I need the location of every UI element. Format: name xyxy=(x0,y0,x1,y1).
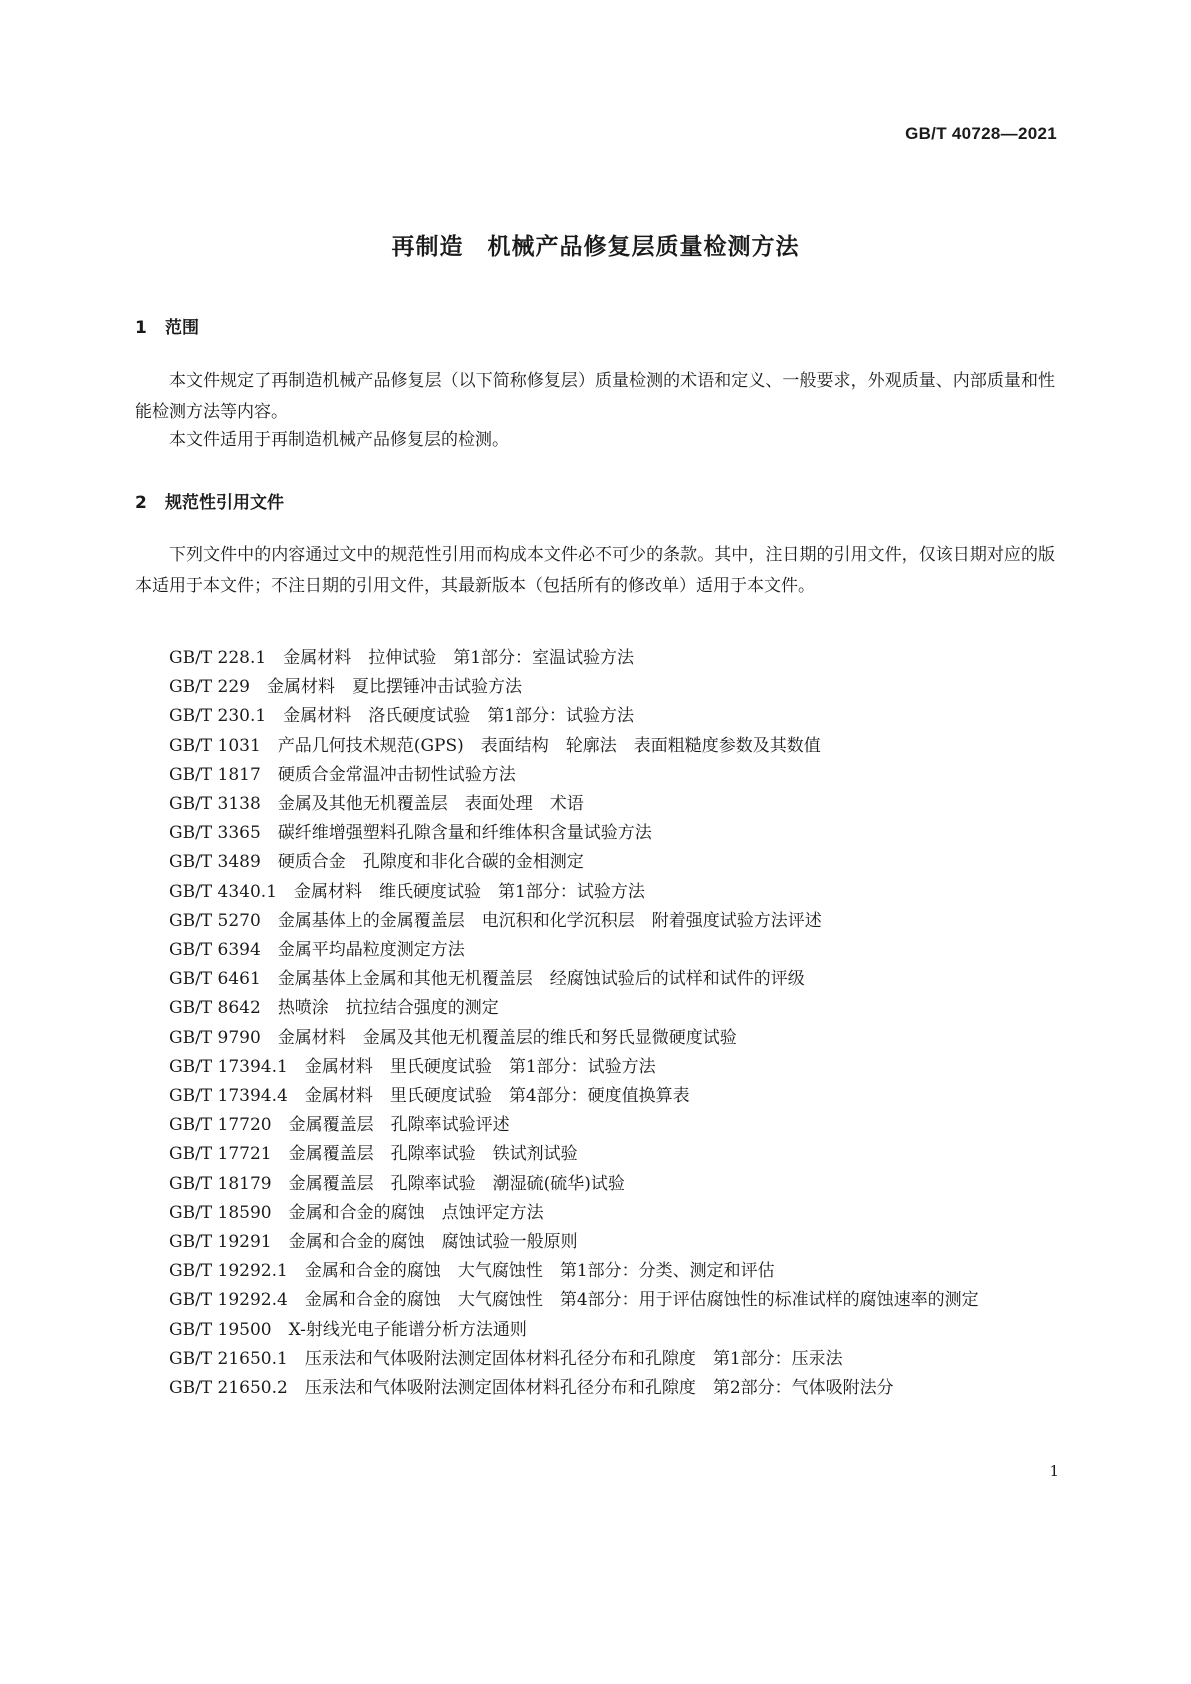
reference-title: 金属材料 洛氏硬度试验 第1部分：试验方法 xyxy=(283,706,635,727)
reference-code: GB/T 19292.1 xyxy=(169,1261,288,1282)
reference-code: GB/T 6394 xyxy=(169,940,261,961)
reference-code: GB/T 5270 xyxy=(169,910,261,931)
reference-item xyxy=(135,848,1055,877)
reference-code: GB/T 17394.1 xyxy=(169,1056,288,1077)
reference-item xyxy=(135,878,1055,907)
reference-code: GB/T 1031 xyxy=(169,735,261,756)
reference-item xyxy=(135,1140,1055,1169)
reference-item xyxy=(135,1082,1055,1111)
reference-title: 金属和合金的腐蚀 点蚀评定方法 xyxy=(288,1202,544,1223)
reference-item xyxy=(135,1170,1055,1199)
reference-code: GB/T 3138 xyxy=(169,794,261,815)
reference-item xyxy=(135,907,1055,936)
reference-code: GB/T 17720 xyxy=(169,1115,272,1136)
reference-item xyxy=(135,1345,1055,1374)
reference-code: GB/T 229 xyxy=(169,677,250,698)
reference-title: 金属材料 里氏硬度试验 第4部分：硬度值换算表 xyxy=(304,1086,690,1107)
reference-item xyxy=(135,702,1055,731)
standard-code: GB/T 40728—2021 xyxy=(905,124,1057,143)
reference-code: GB/T 3489 xyxy=(169,852,261,873)
reference-item xyxy=(135,644,1055,673)
reference-item xyxy=(135,936,1055,965)
reference-title: 压汞法和气体吸附法测定固体材料孔径分布和孔隙度 第2部分：气体吸附法分 xyxy=(304,1378,894,1399)
reference-item xyxy=(135,819,1055,848)
reference-code: GB/T 19292.4 xyxy=(169,1290,288,1311)
reference-title: 产品几何技术规范(GPS) 表面结构 轮廓法 表面粗糙度参数及其数值 xyxy=(277,735,821,756)
section-title: 范围 xyxy=(165,318,199,338)
reference-title: 金属覆盖层 孔隙率试验 潮湿硫(硫华)试验 xyxy=(288,1173,625,1194)
reference-title: 金属材料 金属及其他无机覆盖层的维氏和努氏显微硬度试验 xyxy=(277,1027,737,1048)
reference-title: 金属材料 维氏硬度试验 第1部分：试验方法 xyxy=(294,881,645,902)
reference-title: 金属基体上的金属覆盖层 电沉积和化学沉积层 附着强度试验方法评述 xyxy=(277,910,822,931)
reference-code: GB/T 19291 xyxy=(169,1232,272,1253)
reference-title: 金属和合金的腐蚀 腐蚀试验一般原则 xyxy=(288,1232,578,1253)
reference-title: 金属基体上金属和其他无机覆盖层 经腐蚀试验后的试样和试件的评级 xyxy=(277,969,805,990)
reference-item xyxy=(135,761,1055,790)
reference-item xyxy=(135,1286,1055,1315)
reference-title: 金属覆盖层 孔隙率试验评述 xyxy=(288,1115,510,1136)
reference-item xyxy=(135,1024,1055,1053)
reference-item xyxy=(135,1228,1055,1257)
reference-title: 金属覆盖层 孔隙率试验 铁试剂试验 xyxy=(288,1144,578,1165)
reference-code: GB/T 3365 xyxy=(169,823,261,844)
reference-title: 金属和合金的腐蚀 大气腐蚀性 第4部分：用于评估腐蚀性的标准试样的腐蚀速率的测定 xyxy=(304,1290,979,1311)
reference-code: GB/T 18590 xyxy=(169,1202,272,1223)
reference-code: GB/T 9790 xyxy=(169,1027,261,1048)
section-title: 规范性引用文件 xyxy=(165,493,284,513)
reference-code: GB/T 21650.2 xyxy=(169,1378,288,1399)
reference-item xyxy=(135,1374,1055,1403)
reference-item xyxy=(135,673,1055,702)
reference-code: GB/T 21650.1 xyxy=(169,1348,288,1369)
document-title: 再制造 机械产品修复层质量检测方法 xyxy=(391,234,800,260)
reference-code: GB/T 1817 xyxy=(169,764,261,785)
reference-item xyxy=(135,994,1055,1023)
reference-code: GB/T 18179 xyxy=(169,1173,272,1194)
reference-title: 金属平均晶粒度测定方法 xyxy=(277,940,465,961)
reference-item xyxy=(135,1257,1055,1286)
reference-code: GB/T 6461 xyxy=(169,969,261,990)
reference-title: 热喷涂 抗拉结合强度的测定 xyxy=(277,998,499,1019)
reference-code: GB/T 4340.1 xyxy=(169,881,278,902)
reference-title: 金属材料 拉伸试验 第1部分：室温试验方法 xyxy=(283,648,635,668)
reference-title: X-射线光电子能谱分析方法通则 xyxy=(288,1319,527,1340)
reference-item xyxy=(135,790,1055,819)
reference-title: 金属材料 夏比摆锤冲击试验方法 xyxy=(267,677,522,698)
reference-title: 金属及其他无机覆盖层 表面处理 术语 xyxy=(277,794,584,815)
reference-list xyxy=(135,644,1055,1403)
reference-title: 碳纤维增强塑料孔隙含量和纤维体积含量试验方法 xyxy=(277,823,652,844)
reference-item xyxy=(135,965,1055,994)
reference-item xyxy=(135,732,1055,761)
scope-paragraph-2: 本文件适用于再制造机械产品修复层的检测。 xyxy=(169,430,509,450)
reference-code: GB/T 17721 xyxy=(169,1144,272,1165)
reference-item xyxy=(135,1053,1055,1082)
reference-code: GB/T 19500 xyxy=(169,1319,272,1340)
scope-paragraph-1: 本文件规定了再制造机械产品修复层（以下简称修复层）质量检测的术语和定义、一般要求，外观质量、内部质量和性能检测方法等内容。 xyxy=(135,371,1055,422)
reference-title: 硬质合金 孔隙度和非化合碳的金相测定 xyxy=(277,852,584,873)
reference-item xyxy=(135,1316,1055,1345)
reference-code: GB/T 230.1 xyxy=(169,706,267,727)
reference-title: 金属和合金的腐蚀 大气腐蚀性 第1部分：分类、测定和评估 xyxy=(304,1261,775,1282)
section-number: 2 xyxy=(135,493,147,513)
reference-item xyxy=(135,1199,1055,1228)
page-number: 1 xyxy=(1049,1462,1059,1480)
reference-title: 压汞法和气体吸附法测定固体材料孔径分布和孔隙度 第1部分：压汞法 xyxy=(304,1348,843,1369)
reference-code: GB/T 8642 xyxy=(169,998,261,1019)
reference-item xyxy=(135,1111,1055,1140)
reference-title: 硬质合金常温冲击韧性试验方法 xyxy=(277,764,516,785)
section-heading-scope xyxy=(135,313,199,338)
reference-code: GB/T 228.1 xyxy=(169,648,267,668)
references-intro-paragraph: 下列文件中的内容通过文中的规范性引用而构成本文件必不可少的条款。其中，注日期的引用文件，仅该日期对应的版本适用于本文件；不注日期的引用文件，其最新版本（包括所有的修改单）适用于本文件。 xyxy=(135,545,1055,596)
reference-title: 金属材料 里氏硬度试验 第1部分：试验方法 xyxy=(304,1056,656,1077)
reference-code: GB/T 17394.4 xyxy=(169,1086,288,1107)
section-number: 1 xyxy=(135,318,147,338)
section-heading-normative-references xyxy=(135,488,284,513)
